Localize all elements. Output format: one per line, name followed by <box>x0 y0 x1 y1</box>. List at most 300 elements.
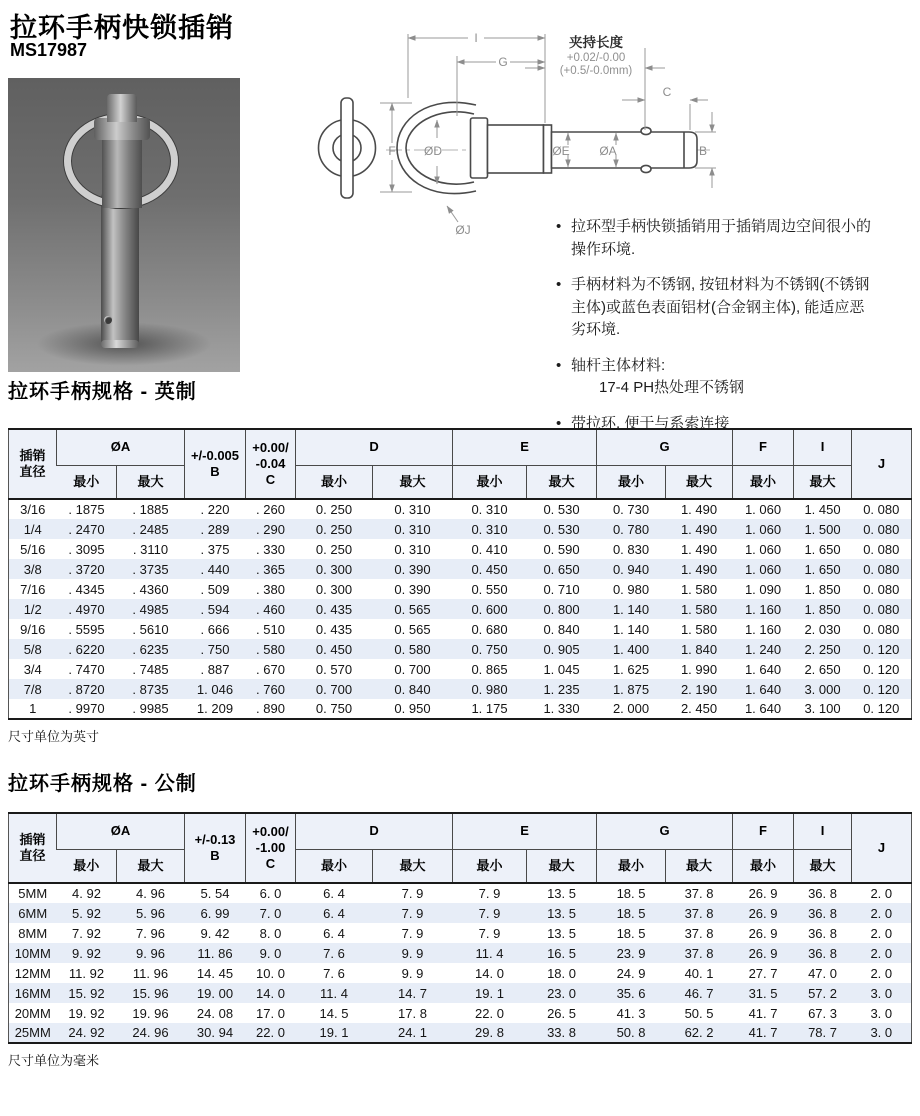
pin-size-cell: 7/8 <box>23 681 42 697</box>
spec-value-cell: 0. 865 <box>471 661 508 677</box>
spec-value-cell: 7. 9 <box>401 905 424 921</box>
spec-value-cell: 1. 650 <box>804 561 841 577</box>
spec-value-cell: 37. 8 <box>684 905 714 921</box>
feature-subitem: 17-4 PH热处理不锈钢 <box>599 379 745 396</box>
header-b: +/-0.005 B <box>185 429 246 499</box>
pin-size-cell: 1 <box>29 701 37 716</box>
header-e-min: 最小 <box>453 849 527 883</box>
spec-value-cell: 0. 390 <box>394 581 431 597</box>
pin-size-cell: 20MM <box>14 1005 51 1021</box>
spec-value-cell: 24. 96 <box>132 1025 169 1040</box>
spec-value-cell: 13. 5 <box>547 905 576 921</box>
spec-value-cell: . 594 <box>200 601 230 617</box>
spec-value-cell: 2. 0 <box>870 925 893 941</box>
header-g-max: 最大 <box>666 465 733 499</box>
spec-value-cell: . 8720 <box>68 681 105 697</box>
end-view <box>319 98 376 198</box>
header-b: +/-0.13 B <box>185 813 246 883</box>
dim-label-i: I <box>474 31 478 45</box>
spec-value-cell: 0. 565 <box>394 601 431 617</box>
spec-value-cell: 14. 7 <box>398 985 427 1001</box>
spec-value-cell: 9. 9 <box>401 945 424 961</box>
spec-value-cell: 24. 9 <box>616 965 646 981</box>
pin-size-cell: 7/16 <box>20 581 46 597</box>
spec-value-cell: 6. 4 <box>323 886 345 901</box>
dim-label-e: ØE <box>552 144 570 158</box>
spec-value-cell: 3. 100 <box>804 701 841 716</box>
spec-value-cell: 0. 250 <box>315 541 353 557</box>
spec-value-cell: 0. 120 <box>863 661 900 677</box>
spec-value-cell: . 4970 <box>68 601 105 617</box>
header-g: G <box>597 813 733 849</box>
spec-value-cell: 3. 0 <box>870 1005 893 1021</box>
product-photo <box>8 78 240 372</box>
spec-value-cell: . 7470 <box>68 661 105 677</box>
spec-value-cell: 35. 6 <box>616 985 646 1001</box>
photo-pin-body <box>102 132 142 208</box>
spec-row <box>9 659 912 679</box>
spec-value-cell: 2. 000 <box>612 701 650 716</box>
spec-value-cell: 7. 96 <box>136 925 165 941</box>
spec-value-cell: . 1885 <box>132 502 169 517</box>
spec-value-cell: . 9970 <box>68 701 105 716</box>
spec-value-cell: 0. 905 <box>543 641 580 657</box>
spec-value-cell: 1. 625 <box>612 661 650 677</box>
spec-value-cell: 1. 640 <box>744 701 782 716</box>
spec-value-cell: 27. 7 <box>748 965 778 981</box>
pin-size-cell: 5MM <box>18 886 48 901</box>
spec-row <box>9 1023 912 1043</box>
spec-value-cell: 26. 5 <box>547 1005 576 1021</box>
spec-value-cell: 2. 0 <box>870 905 893 921</box>
spec-value-cell: . 2470 <box>68 521 105 537</box>
spec-table-metric <box>8 812 912 1044</box>
spec-value-cell: 23. 9 <box>616 945 646 961</box>
spec-value-cell: . 887 <box>200 661 230 677</box>
spec-value-cell: 1. 400 <box>612 641 650 657</box>
header-a-max: 最大 <box>117 465 185 499</box>
spec-value-cell: 13. 5 <box>547 925 576 941</box>
spec-value-cell: 1. 060 <box>744 541 782 557</box>
spec-value-cell: . 6235 <box>132 641 169 657</box>
spec-value-cell: . 380 <box>256 581 285 597</box>
spec-value-cell: 7. 9 <box>478 886 501 901</box>
spec-value-cell: 2. 450 <box>680 701 718 716</box>
spec-value-cell: . 670 <box>256 661 285 677</box>
spec-value-cell: 0. 450 <box>315 641 353 657</box>
section-title-metric: 拉环手柄规格 - 公制 <box>8 773 197 795</box>
spec-value-cell: 0. 600 <box>471 601 508 617</box>
header-i-max: 最大 <box>794 465 852 499</box>
spec-value-cell: 26. 9 <box>748 925 778 941</box>
spec-value-cell: . 289 <box>200 521 230 537</box>
spec-value-cell: 17. 8 <box>398 1005 427 1021</box>
spec-value-cell: 0. 080 <box>863 502 900 517</box>
spec-value-cell: 0. 410 <box>471 541 508 557</box>
header-d: D <box>296 813 453 849</box>
spec-value-cell: 1. 060 <box>744 502 782 517</box>
spec-value-cell: . 290 <box>256 521 285 537</box>
spec-value-cell: 0. 590 <box>543 541 580 557</box>
spec-value-cell: 0. 250 <box>315 502 353 517</box>
spec-value-cell: 11. 96 <box>132 965 169 981</box>
spec-value-cell: 13. 5 <box>547 886 576 901</box>
spec-value-cell: 1. 580 <box>680 621 718 637</box>
spec-value-cell: 1. 090 <box>744 581 782 597</box>
pin-size-cell: 9/16 <box>20 621 46 637</box>
spec-value-cell: 2. 030 <box>804 621 841 637</box>
spec-value-cell: 11. 92 <box>68 965 105 981</box>
pin-size-cell: 1/2 <box>23 601 42 617</box>
spec-value-cell: 41. 3 <box>616 1005 646 1021</box>
spec-value-cell: 15. 96 <box>132 985 169 1001</box>
header-d-max: 最大 <box>373 849 453 883</box>
spec-value-cell: . 5595 <box>68 621 105 637</box>
header-a-max: 最大 <box>117 849 185 883</box>
spec-value-cell: 0. 120 <box>863 641 900 657</box>
spec-value-cell: 19. 1 <box>475 985 504 1001</box>
spec-value-cell: 7. 9 <box>401 925 424 941</box>
spec-value-cell: 0. 980 <box>471 681 508 697</box>
spec-value-cell: 1. 209 <box>196 701 234 716</box>
spec-value-cell: . 4360 <box>132 581 169 597</box>
spec-value-cell: . 5610 <box>132 621 169 637</box>
spec-value-cell: 16. 5 <box>547 945 576 961</box>
spec-value-cell: 1. 990 <box>680 661 718 677</box>
pin-size-cell: 3/16 <box>20 502 46 517</box>
spec-value-cell: . 750 <box>200 641 230 657</box>
spec-value-cell: 7. 9 <box>478 905 501 921</box>
spec-value-cell: 19. 92 <box>68 1005 105 1021</box>
pin-size-cell: 3/8 <box>23 561 42 577</box>
spec-row <box>9 943 912 963</box>
photo-pin-shaft <box>101 190 139 348</box>
header-i: I <box>794 813 852 849</box>
spec-value-cell: 0. 080 <box>863 581 900 597</box>
spec-value-cell: 1. 500 <box>804 521 841 537</box>
spec-value-cell: 0. 700 <box>315 681 353 697</box>
spec-value-cell: 0. 570 <box>315 661 353 677</box>
spec-value-cell: 7. 6 <box>323 965 345 981</box>
pin-size-cell: 5/8 <box>23 641 42 657</box>
spec-value-cell: 4. 92 <box>72 886 101 901</box>
header-d-min: 最小 <box>296 849 373 883</box>
spec-value-cell: 11. 4 <box>475 945 504 961</box>
spec-value-cell: 3. 0 <box>870 985 893 1001</box>
spec-value-cell: 6. 4 <box>323 925 345 941</box>
spec-value-cell: 78. 7 <box>808 1025 837 1040</box>
dim-label-a: ØA <box>599 144 617 158</box>
header-f: F <box>733 813 794 849</box>
spec-value-cell: 1. 640 <box>744 661 782 677</box>
spec-value-cell: 1. 490 <box>680 502 718 517</box>
technical-diagram <box>300 8 720 238</box>
feature-item: • 轴杆主体材料: 17-4 PH热处理不锈钢 <box>556 355 874 400</box>
spec-value-cell: 1. 490 <box>680 541 718 557</box>
spec-value-cell: 0. 310 <box>394 502 431 517</box>
spec-value-cell: 0. 250 <box>315 521 353 537</box>
spec-value-cell: 50. 5 <box>684 1005 714 1021</box>
spec-value-cell: . 760 <box>256 681 285 697</box>
spec-value-cell: 11. 86 <box>197 945 233 961</box>
photo-pin-button <box>107 94 137 122</box>
pin-size-cell: 5/16 <box>20 541 46 557</box>
spec-value-cell: . 440 <box>200 561 230 577</box>
spec-value-cell: 14. 0 <box>256 985 285 1001</box>
header-i: I <box>794 429 852 465</box>
header-c: +0.00/ -1.00 C <box>246 813 296 883</box>
spec-value-cell: 30. 94 <box>196 1025 234 1040</box>
spec-value-cell: 1. 580 <box>680 581 718 597</box>
spec-value-cell: 9. 96 <box>136 945 165 961</box>
pin-size-cell: 6MM <box>18 905 48 921</box>
header-f-min: 最小 <box>733 849 794 883</box>
spec-value-cell: . 3110 <box>132 541 169 557</box>
spec-value-cell: 0. 310 <box>471 521 508 537</box>
photo-detent-ball <box>104 316 112 324</box>
spec-row <box>9 923 912 943</box>
spec-value-cell: 1. 160 <box>744 601 782 617</box>
spec-row <box>9 559 912 579</box>
spec-value-cell: 14. 0 <box>475 965 504 981</box>
spec-value-cell: 19. 96 <box>132 1005 169 1021</box>
header-f-min: 最小 <box>733 465 794 499</box>
spec-value-cell: 14. 45 <box>196 965 234 981</box>
spec-value-cell: 22. 0 <box>475 1005 504 1021</box>
header-f: F <box>733 429 794 465</box>
spec-value-cell: 1. 140 <box>612 621 650 637</box>
spec-value-cell: 0. 840 <box>543 621 580 637</box>
spec-value-cell: 0. 310 <box>394 521 431 537</box>
footnote-metric: 尺寸单位为毫米 <box>8 1053 100 1068</box>
spec-value-cell: 36. 8 <box>808 945 837 961</box>
part-number: MS17987 <box>10 40 88 60</box>
spec-value-cell: 1. 175 <box>471 701 508 716</box>
spec-value-cell: 7. 9 <box>478 925 501 941</box>
spec-value-cell: 1. 235 <box>543 681 580 697</box>
spec-value-cell: 26. 9 <box>748 905 778 921</box>
spec-value-cell: 17. 0 <box>256 1005 285 1021</box>
dim-label-j: ØJ <box>455 223 471 237</box>
spec-value-cell: 0. 435 <box>315 601 353 617</box>
spec-row <box>9 519 912 539</box>
spec-value-cell: 0. 700 <box>394 661 431 677</box>
header-d-min: 最小 <box>296 465 373 499</box>
spec-value-cell: 0. 300 <box>315 561 353 577</box>
spec-value-cell: 0. 080 <box>863 561 900 577</box>
spec-value-cell: 6. 4 <box>323 905 345 921</box>
feature-item: • 带拉环, 便于与系索连接 <box>556 413 874 436</box>
header-c: +0.00/ -0.04 C <box>246 429 296 499</box>
spec-row <box>9 579 912 599</box>
spec-value-cell: 57. 2 <box>808 985 837 1001</box>
spec-value-cell: 11. 4 <box>320 985 348 1001</box>
spec-value-cell: . 3735 <box>132 561 169 577</box>
spec-value-cell: . 1875 <box>68 502 105 517</box>
spec-value-cell: 1. 490 <box>680 521 718 537</box>
spec-value-cell: 0. 080 <box>863 621 900 637</box>
spec-value-cell: 0. 530 <box>543 502 580 517</box>
spec-value-cell: 0. 940 <box>612 561 650 577</box>
spec-value-cell: 41. 7 <box>748 1005 778 1021</box>
spec-value-cell: 4. 96 <box>136 886 165 901</box>
spec-value-cell: 1. 330 <box>543 701 580 716</box>
header-e: E <box>453 813 597 849</box>
spec-row <box>9 983 912 1003</box>
header-g-min: 最小 <box>597 465 666 499</box>
header-j: J <box>852 813 912 883</box>
header-a: ØA <box>57 813 185 849</box>
spec-value-cell: 1. 046 <box>196 681 234 697</box>
spec-value-cell: 40. 1 <box>684 965 714 981</box>
spec-value-cell: 1. 450 <box>804 502 841 517</box>
spec-value-cell: 22. 0 <box>256 1025 285 1040</box>
spec-value-cell: 0. 530 <box>543 521 580 537</box>
spec-row <box>9 599 912 619</box>
spec-value-cell: 0. 650 <box>543 561 580 577</box>
spec-value-cell: . 260 <box>256 502 285 517</box>
header-i-max: 最大 <box>794 849 852 883</box>
spec-value-cell: 33. 8 <box>547 1025 576 1040</box>
spec-value-cell: . 7485 <box>132 661 169 677</box>
spec-value-cell: 1. 060 <box>744 521 782 537</box>
pin-size-cell: 25MM <box>14 1025 51 1040</box>
spec-value-cell: 24. 08 <box>196 1005 234 1021</box>
feature-item: • 手柄材料为不锈钢, 按钮材料为不锈钢(不锈钢主体)或蓝色表面铝材(合金钢主体), 能适应恶劣环境. <box>556 274 874 342</box>
spec-value-cell: . 220 <box>200 502 230 517</box>
clamp-tolerance-mm: (+0.5/-0.0mm) <box>559 65 633 77</box>
clamp-length-label: 夹持长度 <box>569 35 623 50</box>
header-g: G <box>597 429 733 465</box>
spec-value-cell: 36. 8 <box>808 905 837 921</box>
spec-value-cell: 0. 550 <box>471 581 508 597</box>
spec-value-cell: 10. 0 <box>256 965 285 981</box>
spec-value-cell: . 509 <box>200 581 230 597</box>
spec-value-cell: 0. 730 <box>612 502 650 517</box>
spec-value-cell: 18. 5 <box>616 925 646 941</box>
header-e-max: 最大 <box>527 849 597 883</box>
header-e-min: 最小 <box>453 465 527 499</box>
spec-row <box>9 619 912 639</box>
spec-value-cell: 18. 0 <box>547 965 576 981</box>
spec-value-cell: 2. 190 <box>680 681 718 697</box>
spec-value-cell: 6. 0 <box>259 886 282 901</box>
spec-value-cell: 46. 7 <box>684 985 714 1001</box>
spec-value-cell: 1. 140 <box>612 601 650 617</box>
spec-value-cell: 37. 8 <box>684 925 714 941</box>
spec-row <box>9 699 912 719</box>
spec-row <box>9 1003 912 1023</box>
spec-value-cell: 7. 6 <box>323 945 345 961</box>
spec-row <box>9 679 912 699</box>
spec-value-cell: 0. 830 <box>612 541 650 557</box>
spec-value-cell: 26. 9 <box>748 945 778 961</box>
spec-value-cell: . 6220 <box>68 641 105 657</box>
header-a-min: 最小 <box>57 849 117 883</box>
header-d-max: 最大 <box>373 465 453 499</box>
spec-value-cell: 5. 92 <box>72 905 101 921</box>
spec-value-cell: . 460 <box>256 601 285 617</box>
spec-value-cell: 24. 1 <box>398 1025 427 1040</box>
spec-value-cell: 0. 710 <box>543 581 580 597</box>
spec-value-cell: . 330 <box>256 541 285 557</box>
spec-value-cell: 1. 875 <box>612 681 650 697</box>
spec-value-cell: 3. 0 <box>870 1025 893 1040</box>
spec-value-cell: 0. 120 <box>863 681 900 697</box>
spec-value-cell: 1. 580 <box>680 601 718 617</box>
spec-value-cell: . 890 <box>256 701 285 716</box>
spec-value-cell: 14. 5 <box>319 1005 349 1021</box>
spec-value-cell: 37. 8 <box>684 886 714 901</box>
spec-value-cell: 0. 080 <box>863 541 900 557</box>
dim-label-f: F <box>388 144 396 158</box>
header-e-max: 最大 <box>527 465 597 499</box>
section-imperial <box>8 378 912 745</box>
spec-value-cell: 1. 850 <box>804 601 841 617</box>
spec-value-cell: . 580 <box>256 641 285 657</box>
spec-value-cell: 0. 300 <box>315 581 353 597</box>
spec-value-cell: . 3095 <box>68 541 105 557</box>
spec-row <box>9 499 912 519</box>
spec-value-cell: 0. 680 <box>471 621 508 637</box>
spec-value-cell: . 365 <box>256 561 285 577</box>
spec-value-cell: 0. 080 <box>863 601 900 617</box>
spec-value-cell: 15. 92 <box>68 985 105 1001</box>
spec-value-cell: 0. 950 <box>394 701 431 716</box>
spec-value-cell: 18. 5 <box>616 905 646 921</box>
spec-value-cell: 8. 0 <box>259 925 282 941</box>
spec-value-cell: 29. 8 <box>475 1025 504 1040</box>
spec-value-cell: . 9985 <box>132 701 169 716</box>
spec-value-cell: 0. 450 <box>471 561 508 577</box>
pin-size-cell: 10MM <box>14 945 51 961</box>
header-e: E <box>453 429 597 465</box>
spec-value-cell: 0. 310 <box>471 502 508 517</box>
spec-value-cell: . 4345 <box>68 581 105 597</box>
spec-value-cell: 7. 92 <box>72 925 101 941</box>
spec-value-cell: . 3720 <box>68 561 105 577</box>
dim-label-g: G <box>498 55 508 69</box>
spec-value-cell: 0. 750 <box>315 701 353 716</box>
spec-value-cell: 5. 96 <box>136 905 165 921</box>
spec-value-cell: 9. 9 <box>401 965 424 981</box>
pin-size-cell: 12MM <box>14 965 51 981</box>
spec-value-cell: 36. 8 <box>808 925 837 941</box>
spec-value-cell: 2. 250 <box>804 641 841 657</box>
spec-value-cell: 0. 780 <box>612 521 650 537</box>
spec-value-cell: 0. 750 <box>471 641 508 657</box>
header-pin-diameter: 插销 直径 <box>9 813 57 883</box>
spec-value-cell: 0. 080 <box>863 521 900 537</box>
spec-value-cell: 1. 650 <box>804 541 841 557</box>
spec-value-cell: 9. 42 <box>200 925 230 941</box>
spec-value-cell: 36. 8 <box>808 886 837 901</box>
header-pin-diameter: 插销 直径 <box>9 429 57 499</box>
spec-value-cell: 0. 565 <box>394 621 431 637</box>
spec-value-cell: 6. 99 <box>200 905 230 921</box>
dim-label-d: ØD <box>424 144 442 158</box>
spec-value-cell: 50. 8 <box>616 1025 646 1040</box>
spec-value-cell: 2. 0 <box>870 886 893 901</box>
spec-value-cell: 1. 850 <box>804 581 841 597</box>
spec-value-cell: 9. 0 <box>259 945 282 961</box>
spec-value-cell: 3. 000 <box>804 681 841 697</box>
spec-value-cell: 1. 045 <box>543 661 580 677</box>
header-g-max: 最大 <box>666 849 733 883</box>
side-view <box>397 102 697 193</box>
spec-value-cell: 0. 800 <box>543 601 580 617</box>
pin-size-cell: 3/4 <box>23 661 42 677</box>
